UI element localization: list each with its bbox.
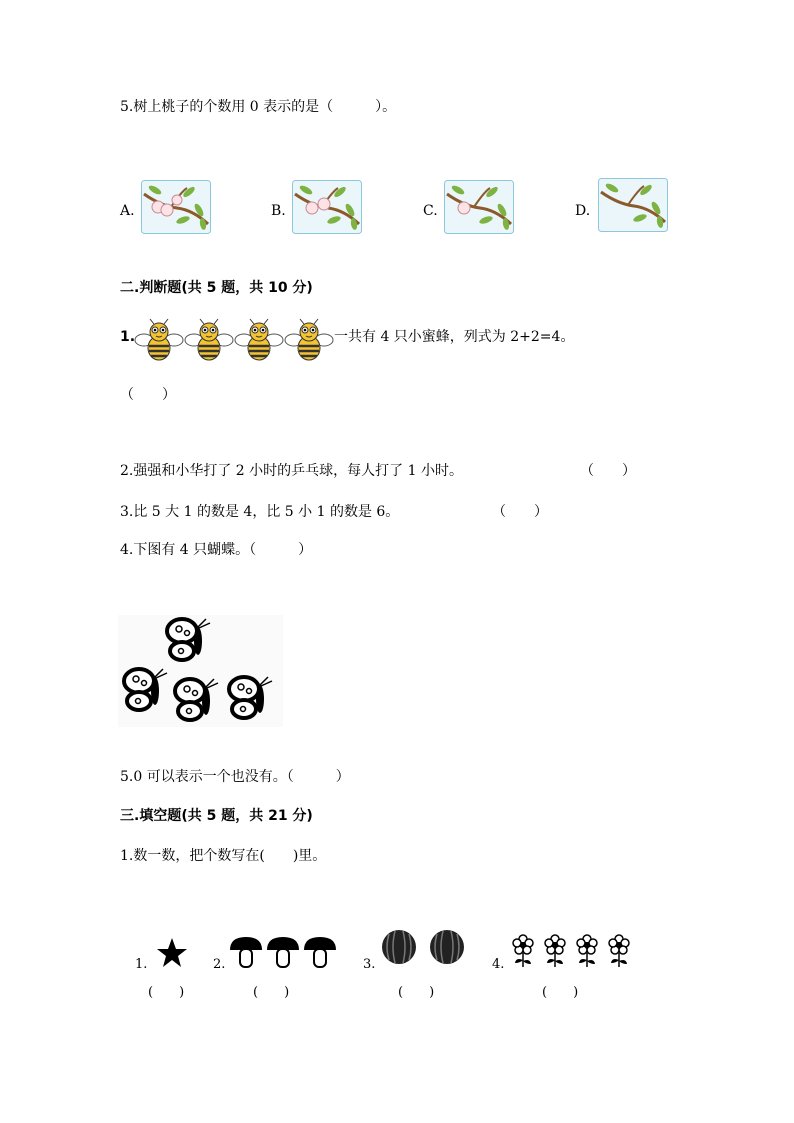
- count-group-2-paren[interactable]: ( ): [253, 985, 290, 1000]
- option-d-branch-image: [598, 178, 668, 232]
- judge-1-number: 1.: [120, 329, 136, 345]
- judge-1-answer-paren[interactable]: （ ）: [120, 387, 176, 403]
- question-5-text: 5.树上桃子的个数用 0 表示的是（ ）。: [120, 99, 397, 115]
- judge-3-answer-paren[interactable]: （ ）: [492, 504, 548, 520]
- count-group-1-paren[interactable]: ( ): [148, 985, 185, 1000]
- option-a-branch-image: [141, 180, 211, 234]
- option-b-branch-image: [292, 180, 362, 234]
- judge-3-text: 3.比 5 大 1 的数是 4，比 5 小 1 的数是 6。: [120, 504, 400, 520]
- section-2-heading: 二.判断题(共 5 题，共 10 分): [120, 280, 313, 296]
- count-group-2-label: 2.: [213, 957, 226, 972]
- mushroom-icon: [229, 934, 339, 970]
- star-icon: [155, 936, 189, 970]
- count-group-4-paren[interactable]: ( ): [542, 985, 579, 1000]
- count-group-3-paren[interactable]: ( ): [398, 985, 435, 1000]
- fill-1-text: 1.数一数，把个数写在( )里。: [120, 848, 327, 864]
- bees-image: [134, 316, 334, 362]
- judge-5-text: 5.0 可以表示一个也没有。（ ）: [120, 769, 350, 785]
- judge-4-text: 4.下图有 4 只蝴蝶。（ ）: [120, 542, 313, 558]
- count-group-3-label: 3.: [363, 957, 376, 972]
- count-group-1-label: 1.: [135, 957, 148, 972]
- butterflies-image: [118, 615, 283, 727]
- section-3-heading: 三.填空题(共 5 题，共 21 分): [120, 808, 313, 824]
- judge-1-text: 一共有 4 只小蜜蜂，列式为 2+2=4。: [334, 329, 575, 345]
- option-b-label: B.: [271, 203, 286, 219]
- option-c-label: C.: [423, 203, 438, 219]
- option-c-branch-image: [444, 180, 514, 234]
- judge-2-answer-paren[interactable]: （ ）: [580, 463, 636, 479]
- flower-icon: [508, 932, 636, 968]
- option-a-label: A.: [120, 203, 135, 219]
- option-d-label: D.: [575, 203, 591, 219]
- count-group-4-label: 4.: [492, 957, 505, 972]
- judge-2-text: 2.强强和小华打了 2 小时的乒乓球，每人打了 1 小时。: [120, 463, 463, 479]
- watermelon-icon: [380, 928, 470, 966]
